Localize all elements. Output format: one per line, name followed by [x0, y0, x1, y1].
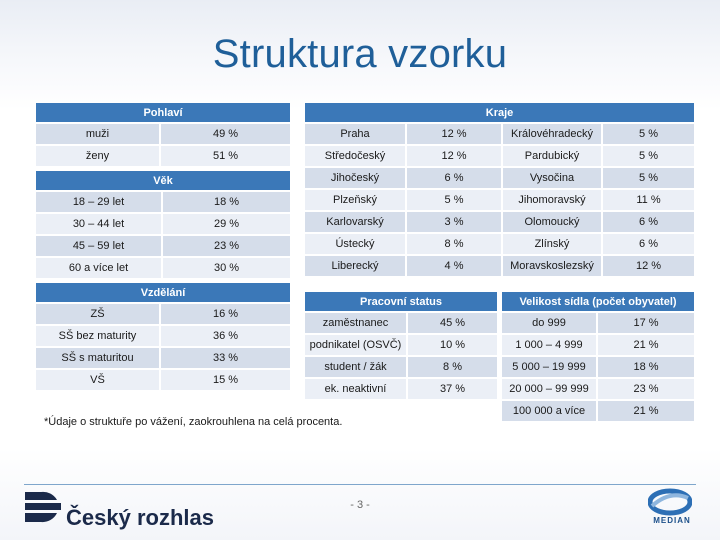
education-value: 36 %	[161, 326, 290, 348]
region-value: 5 %	[407, 190, 503, 212]
table-row	[36, 124, 290, 146]
cesky-rozhlas-logo-icon	[25, 490, 65, 526]
settlement-size-value: 21 %	[598, 335, 694, 357]
settlement-size-value: 17 %	[598, 313, 694, 335]
work-status-table	[305, 292, 497, 401]
table-row	[36, 192, 290, 214]
work-status-label: ek. neaktivní	[305, 379, 408, 401]
settlement-size-header: Velikost sídla (počet obyvatel)	[502, 292, 694, 313]
regions-table	[305, 103, 694, 278]
regions-header: Kraje	[305, 103, 694, 124]
gender-label: muži	[36, 124, 161, 146]
age-label: 60 a více let	[36, 258, 163, 280]
gender-table	[36, 103, 290, 168]
table-row	[36, 370, 290, 392]
footnote: *Údaje o struktuře po vážení, zaokrouhlena na celá procenta.	[44, 416, 343, 428]
settlement-size-label: 1 000 – 4 999	[502, 335, 598, 357]
settlement-size-table	[502, 292, 694, 423]
region-value: 5 %	[603, 168, 694, 190]
work-status-value: 37 %	[408, 379, 497, 401]
education-label: SŠ s maturitou	[36, 348, 161, 370]
region-name: Pardubický	[503, 146, 603, 168]
work-status-header: Pracovní status	[305, 292, 497, 313]
region-name: Karlovarský	[305, 212, 407, 234]
gender-header: Pohlaví	[36, 103, 290, 124]
region-name: Jihomoravský	[503, 190, 603, 212]
page-number: - 3 -	[350, 499, 370, 511]
age-label: 30 – 44 let	[36, 214, 163, 236]
table-row	[36, 146, 290, 168]
gender-value: 51 %	[161, 146, 290, 168]
region-value: 4 %	[407, 256, 503, 278]
table-row	[305, 124, 694, 146]
education-value: 16 %	[161, 304, 290, 326]
region-name: Olomoucký	[503, 212, 603, 234]
region-value: 6 %	[603, 212, 694, 234]
work-status-value: 45 %	[408, 313, 497, 335]
region-name: Plzeňský	[305, 190, 407, 212]
table-row	[305, 256, 694, 278]
region-name: Vysočina	[503, 168, 603, 190]
table-row	[305, 212, 694, 234]
table-row	[502, 335, 694, 357]
table-row	[305, 335, 497, 357]
region-value: 12 %	[603, 256, 694, 278]
region-value: 8 %	[407, 234, 503, 256]
table-row	[36, 326, 290, 348]
gender-label: ženy	[36, 146, 161, 168]
work-status-label: zaměstnanec	[305, 313, 408, 335]
footer-divider	[24, 484, 696, 485]
work-status-value: 8 %	[408, 357, 497, 379]
age-value: 29 %	[163, 214, 290, 236]
table-row	[502, 379, 694, 401]
table-row	[502, 357, 694, 379]
region-name: Ústecký	[305, 234, 407, 256]
cesky-rozhlas-logo-text: Český rozhlas	[66, 505, 214, 530]
table-row	[502, 313, 694, 335]
settlement-size-label: 5 000 – 19 999	[502, 357, 598, 379]
settlement-size-value: 21 %	[598, 401, 694, 423]
region-name: Jihočeský	[305, 168, 407, 190]
table-row	[305, 168, 694, 190]
region-value: 12 %	[407, 124, 503, 146]
region-value: 6 %	[603, 234, 694, 256]
age-label: 45 – 59 let	[36, 236, 163, 258]
age-label: 18 – 29 let	[36, 192, 163, 214]
table-row	[36, 214, 290, 236]
settlement-size-value: 18 %	[598, 357, 694, 379]
education-value: 33 %	[161, 348, 290, 370]
region-name: Královéhradecký	[503, 124, 603, 146]
age-value: 18 %	[163, 192, 290, 214]
education-label: VŠ	[36, 370, 161, 392]
education-label: ZŠ	[36, 304, 161, 326]
age-value: 23 %	[163, 236, 290, 258]
work-status-label: student / žák	[305, 357, 408, 379]
table-row	[305, 146, 694, 168]
table-row	[305, 234, 694, 256]
region-value: 11 %	[603, 190, 694, 212]
region-value: 6 %	[407, 168, 503, 190]
table-row	[36, 348, 290, 370]
median-logo-text: MEDIAN	[653, 516, 691, 525]
education-header: Vzdělání	[36, 283, 290, 304]
gender-value: 49 %	[161, 124, 290, 146]
education-label: SŠ bez maturity	[36, 326, 161, 348]
median-logo-icon	[648, 488, 692, 516]
region-value: 12 %	[407, 146, 503, 168]
region-name: Moravskoslezský	[503, 256, 603, 278]
table-row	[305, 313, 497, 335]
table-row	[305, 190, 694, 212]
region-name: Zlínský	[503, 234, 603, 256]
age-table	[36, 171, 290, 280]
region-name: Liberecký	[305, 256, 407, 278]
education-value: 15 %	[161, 370, 290, 392]
table-row	[36, 236, 290, 258]
region-name: Praha	[305, 124, 407, 146]
age-value: 30 %	[163, 258, 290, 280]
settlement-size-label: 100 000 a více	[502, 401, 598, 423]
settlement-size-value: 23 %	[598, 379, 694, 401]
region-name: Středočeský	[305, 146, 407, 168]
region-value: 5 %	[603, 146, 694, 168]
education-table	[36, 283, 290, 392]
work-status-value: 10 %	[408, 335, 497, 357]
table-row	[36, 258, 290, 280]
age-header: Věk	[36, 171, 290, 192]
work-status-label: podnikatel (OSVČ)	[305, 335, 408, 357]
table-row	[305, 357, 497, 379]
table-row	[305, 379, 497, 401]
region-value: 5 %	[603, 124, 694, 146]
settlement-size-label: 20 000 – 99 999	[502, 379, 598, 401]
region-value: 3 %	[407, 212, 503, 234]
settlement-size-label: do 999	[502, 313, 598, 335]
table-row	[36, 304, 290, 326]
table-row	[502, 401, 694, 423]
slide-title: Struktura vzorku	[212, 32, 508, 76]
